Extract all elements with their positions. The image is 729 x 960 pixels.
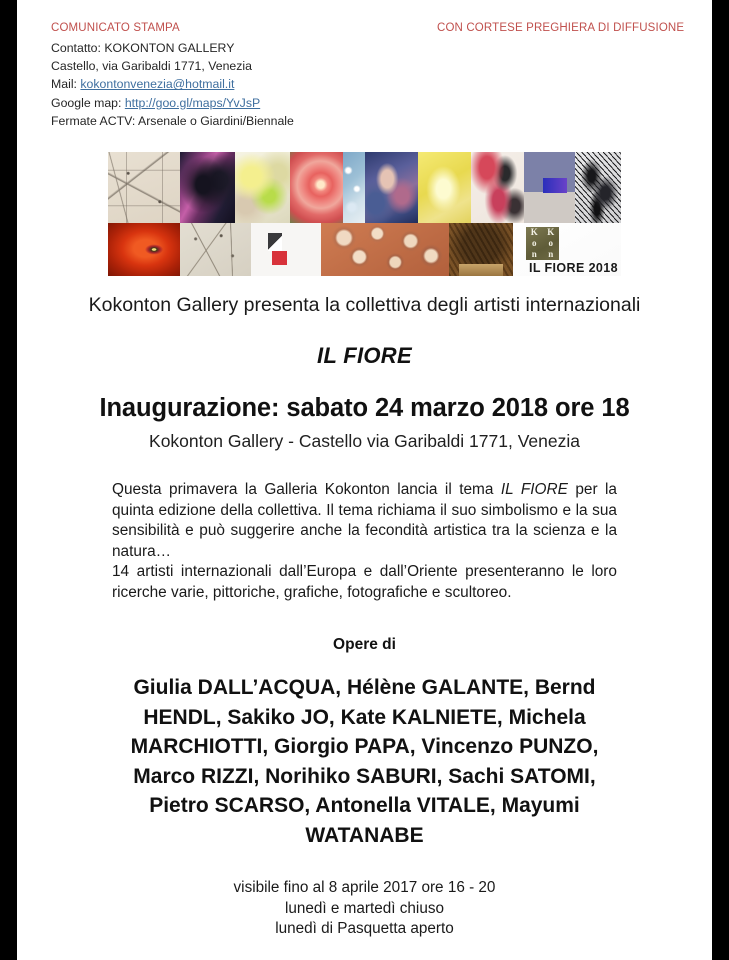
kokonton-logo — [526, 227, 559, 260]
logo-letter-6: n — [548, 249, 554, 259]
map-line — [51, 94, 671, 112]
black-white-print-tile — [575, 152, 621, 223]
yellow-green-abstract-tile — [235, 152, 290, 223]
opening-line: Inaugurazione: sabato 24 marzo 2018 ore 18 — [99, 394, 630, 422]
blue-portrait-tile — [365, 152, 418, 223]
header-top-row — [51, 22, 685, 39]
body-p1-post: per la quinta edizione della collettiva. Il tema richiama il suo simbolismo e la sua sensibilità e può suggerire anche la fecondità artistica tra la scienza e la natura… — [112, 481, 617, 560]
body-p1-emphasis: IL FIORE — [500, 481, 568, 498]
logo-letter-5: n — [531, 249, 537, 259]
white-collage-tile — [251, 223, 321, 276]
contact-gallery-name: KOKONTON GALLERY — [104, 41, 235, 55]
blue-band-tile — [524, 152, 575, 223]
contact-address-line: Castello, via Garibaldi 1771, Venezia — [51, 59, 252, 74]
artists-list: Giulia DALL’ACQUA, Hélène GALANTE, Bernd HENDL, Sakiko JO, Kate KALNIETE, Michela MARCHIOTTI, Giorgio PAPA, Vincenzo PUNZO, Marco RIZZI, Norihiko SABURI, Sachi SATOMI, Pietro SCARSO, Antonella VITALE, Mayumi WATANABE — [130, 676, 599, 847]
body-paragraph-2: 14 artisti internazionali dall’Europa e dall’Oriente presenteranno le loro ricerche varie, pittoriche, grafiche, fotografiche e scultoreo. — [112, 563, 617, 601]
body-paragraphs — [112, 480, 617, 603]
opening-hours-block — [17, 878, 712, 940]
pencil-sketches-tile — [108, 152, 180, 223]
logo-letter-4: o — [548, 238, 553, 248]
transport-stops-line: Fermate ACTV: Arsenale o Giardini/Biennale — [51, 113, 294, 128]
seed-pods-tile — [321, 223, 449, 276]
press-release-label: COMUNICATO STAMPA — [51, 22, 180, 34]
header-block — [51, 22, 685, 130]
red-splash-tile — [471, 152, 524, 223]
diffusion-label: CON CORTESE PREGHIERA DI DIFFUSIONE — [437, 22, 685, 34]
purple-architecture-tile — [180, 152, 235, 223]
left-black-margin — [0, 0, 17, 960]
main-content — [17, 292, 712, 940]
kokonton-logo-tile — [513, 223, 621, 276]
right-black-margin — [712, 0, 729, 960]
document-sheet — [17, 0, 712, 960]
yellow-figure-tile — [418, 152, 471, 223]
dry-plant-sketch-tile — [180, 223, 251, 276]
exhibition-title: IL FIORE — [317, 343, 412, 368]
mail-label: Mail: — [51, 77, 77, 92]
hours-line-2: lunedì e martedì chiuso — [284, 899, 444, 917]
honeycomb-tile — [449, 223, 513, 276]
venue-line: Kokonton Gallery - Castello via Garibaldi 1771, Venezia — [149, 431, 580, 451]
collage-caption: IL FIORE 2018 — [528, 261, 618, 275]
collage-row-top — [108, 152, 621, 223]
hours-line-3: lunedì di Pasquetta aperto — [275, 920, 454, 937]
contact-gallery-line — [51, 39, 671, 57]
pink-dahlia-tile — [290, 152, 343, 223]
blue-speckled-tile — [343, 152, 365, 223]
hours-line-1: visibile fino al 8 aprile 2017 ore 16 - 20 — [233, 879, 496, 896]
body-p1-pre: Questa primavera la Galleria Kokonton lancia il tema — [112, 481, 501, 498]
mail-link[interactable]: kokontonvenezia@hotmail.it — [80, 77, 235, 92]
logo-letter-2: K — [547, 227, 555, 237]
map-label: Google map: — [51, 95, 122, 110]
logo-letter-1: K — [530, 227, 538, 237]
red-rose-eye-tile — [108, 223, 180, 276]
mail-line — [51, 75, 671, 93]
contact-label: Contatto: — [51, 41, 101, 55]
presents-line: Kokonton Gallery presenta la collettiva degli artisti internazionali — [88, 294, 641, 316]
logo-letter-3: o — [532, 238, 537, 248]
works-by-label: Opere di — [333, 636, 396, 653]
body-paragraph-1 — [112, 480, 617, 562]
collage-row-bottom — [108, 223, 621, 276]
google-map-link[interactable]: http://goo.gl/maps/YvJsP — [124, 95, 261, 110]
artwork-collage — [108, 152, 621, 276]
